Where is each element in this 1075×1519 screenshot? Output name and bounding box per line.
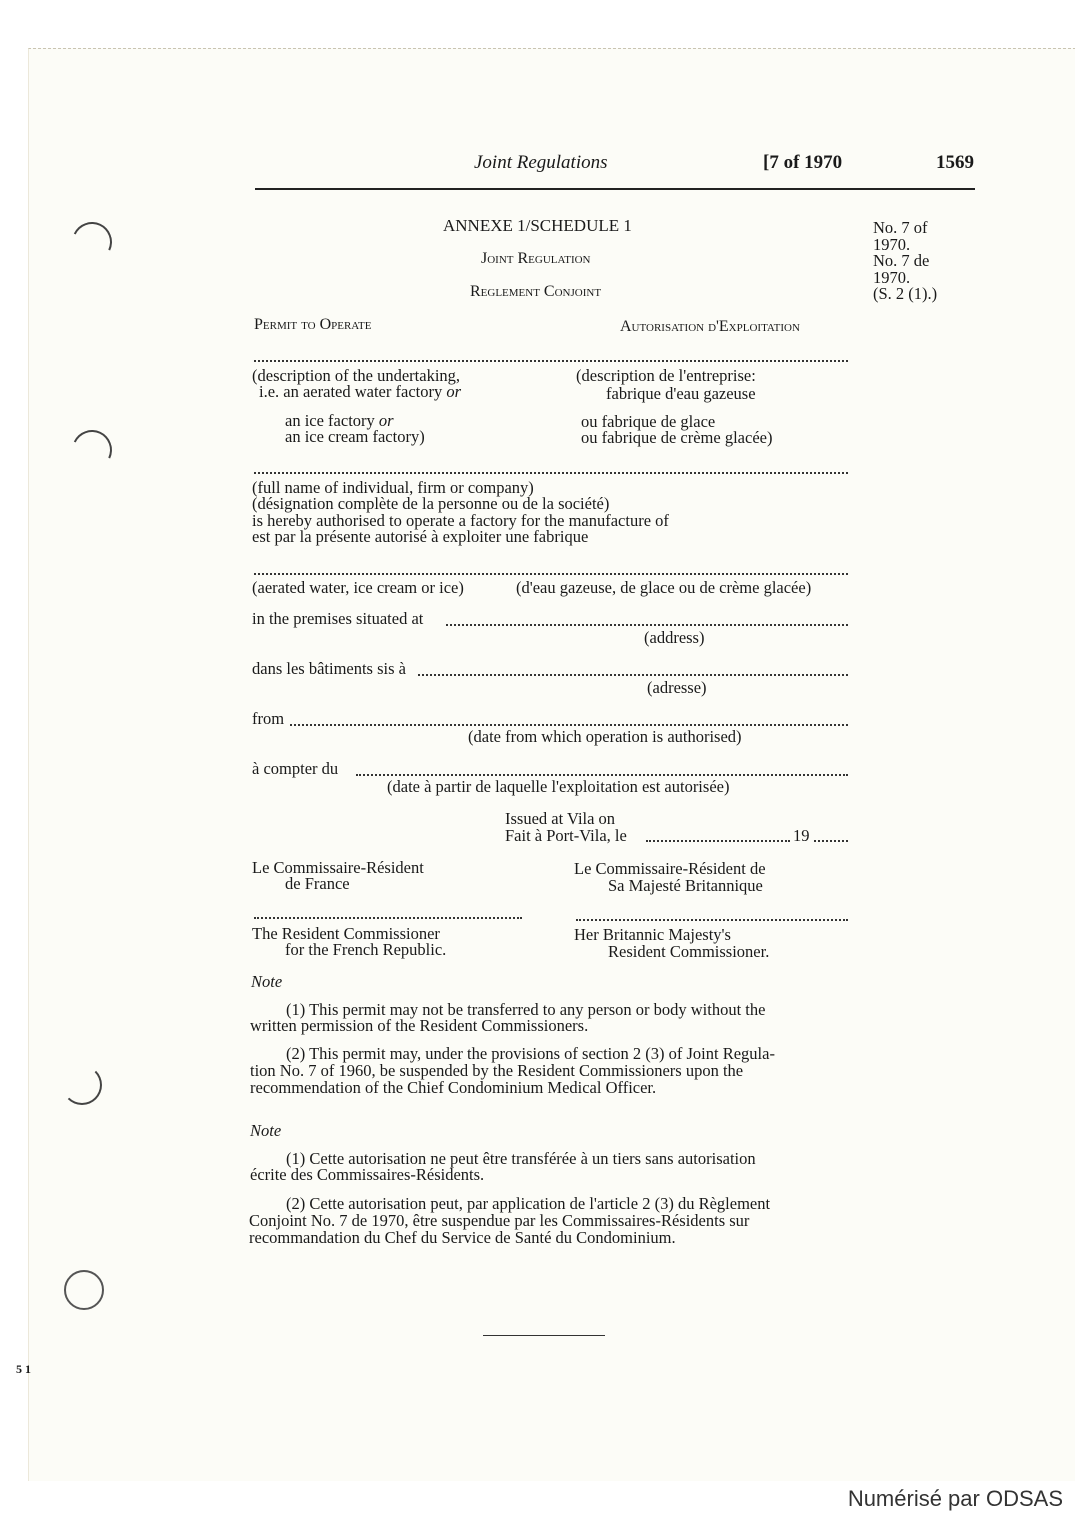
from-label: from xyxy=(252,709,285,728)
caption-text: an ice factory xyxy=(285,411,379,430)
margin-note-line: 1970. xyxy=(873,267,911,287)
product-caption-fr: (d'eau gazeuse, de glace ou de crème glacée) xyxy=(516,578,812,597)
end-rule xyxy=(483,1335,605,1336)
from-label-fr: à compter du xyxy=(252,759,339,778)
undertaking-blank-line[interactable] xyxy=(254,360,848,362)
premises-label-en: in the premises situated at xyxy=(252,609,424,628)
premises-label-fr: dans les bâtiments sis à xyxy=(252,659,406,678)
undertaking-caption-fr-4: ou fabrique de crème glacée) xyxy=(581,428,773,447)
undertaking-caption-en-2 xyxy=(259,384,461,400)
issued-year-blank[interactable] xyxy=(814,840,848,842)
signatory-fr-2: for the French Republic. xyxy=(285,940,447,959)
address-caption-en: (address) xyxy=(644,628,705,647)
permit-label-fr: Autorisation d'Exploitation xyxy=(620,318,800,335)
undertaking-caption-fr-2: fabrique d'eau gazeuse xyxy=(606,384,756,403)
from-caption-fr: (date à partir de laquelle l'exploitation est autorisée) xyxy=(387,777,730,796)
authorisation-text-fr: est par la présente autorisé à exploiter une fabrique xyxy=(252,527,589,546)
signatory-fr-title-2: de France xyxy=(285,874,350,893)
undertaking-caption-en-4: an ice cream factory) xyxy=(285,427,425,446)
header-rule xyxy=(255,188,975,190)
signatory-fr-title-1: Le Commissaire-Résident xyxy=(252,858,424,877)
issued-date-blank[interactable] xyxy=(646,840,790,842)
from-blank[interactable] xyxy=(290,724,848,726)
name-caption-fr: (désignation complète de la personne ou de la société) xyxy=(252,494,610,513)
note-en-p1-line1: (1) This permit may not be transferred to any person or body without the xyxy=(286,1000,766,1019)
undertaking-caption-en-1: (description of the undertaking, xyxy=(252,366,461,385)
undertaking-caption-fr-3: ou fabrique de glace xyxy=(581,412,716,431)
name-caption-en: (full name of individual, firm or company) xyxy=(252,478,534,497)
digitization-watermark: Numérisé par ODSAS xyxy=(847,1486,1063,1511)
premises-blank-fr[interactable] xyxy=(418,674,848,676)
product-caption-en: (aerated water, ice cream or ice) xyxy=(252,578,464,597)
note-fr-p2-line1: (2) Cette autorisation peut, par application de l'article 2 (3) du Règlement xyxy=(286,1194,771,1213)
note-fr-p1-line1: (1) Cette autorisation ne peut être transférée à un tiers sans autorisation xyxy=(286,1149,756,1168)
name-blank-line[interactable] xyxy=(254,472,848,474)
from-blank-fr[interactable] xyxy=(356,774,848,776)
from-caption: (date from which operation is authorised) xyxy=(468,727,742,746)
note-en-p2-line3: recommendation of the Chief Condominium Medical Officer. xyxy=(250,1078,657,1097)
signature-line-uk[interactable] xyxy=(576,919,848,921)
margin-note-line: No. 7 of xyxy=(873,218,928,237)
schedule-title: ANNEXE 1/SCHEDULE 1 xyxy=(443,216,632,235)
note-en-p2-line2: tion No. 7 of 1960, be suspended by the Resident Commissioners upon the xyxy=(250,1061,744,1080)
note-en-p2-line1: (2) This permit may, under the provisions of section 2 (3) of Joint Regula- xyxy=(286,1044,775,1063)
authorisation-text-en: is hereby authorised to operate a factory for the manufacture of xyxy=(252,511,669,530)
note-heading-en: Note xyxy=(251,972,283,991)
permit-label-en: Permit to Operate xyxy=(254,316,372,333)
binder-hole xyxy=(62,1065,102,1105)
schedule-subtitle-fr: Reglement Conjoint xyxy=(470,283,602,300)
issued-line-fr: Fait à Port-Vila, le xyxy=(505,826,627,845)
signatory-uk-1: Her Britannic Majesty's xyxy=(574,925,731,944)
note-en-p1-line2: written permission of the Resident Commissioners. xyxy=(250,1016,589,1035)
caption-text: i.e. an aerated water factory xyxy=(259,382,447,401)
signatory-uk-title-2: Sa Majesté Britannique xyxy=(608,876,763,895)
margin-note-line: 1970. xyxy=(873,234,911,254)
margin-note-line: No. 7 de xyxy=(873,251,930,270)
margin-note xyxy=(873,220,937,303)
schedule-subtitle-en: Joint Regulation xyxy=(481,250,591,267)
signatory-uk-title-1: Le Commissaire-Résident de xyxy=(574,859,766,878)
note-heading-fr: Note xyxy=(250,1121,282,1140)
binder-hole xyxy=(64,1270,104,1310)
note-fr-p2-line3: recommandation du Chef du Service de Santé du Condominium. xyxy=(249,1228,676,1247)
caption-or: or xyxy=(378,411,394,430)
page-number: 1569 xyxy=(936,152,974,173)
address-caption-fr: (adresse) xyxy=(647,678,707,697)
note-fr-p1-line2: écrite des Commissaires-Résidents. xyxy=(250,1165,485,1184)
signatory-fr-1: The Resident Commissioner xyxy=(252,924,440,943)
issued-year: 19 xyxy=(793,826,810,845)
side-mark: 5 1 xyxy=(16,1362,31,1376)
margin-note-line: (S. 2 (1).) xyxy=(873,284,938,303)
signature-line-fr[interactable] xyxy=(254,917,522,919)
product-blank-line[interactable] xyxy=(254,573,848,575)
signatory-uk-2: Resident Commissioner. xyxy=(608,942,770,961)
issued-line-en: Issued at Vila on xyxy=(505,809,616,828)
act-reference: [7 of 1970 xyxy=(763,152,843,173)
note-fr-p2-line2: Conjoint No. 7 de 1970, être suspendue par les Commissaires-Résidents sur xyxy=(249,1211,750,1230)
premises-blank-en[interactable] xyxy=(446,624,848,626)
caption-or: or xyxy=(446,382,462,401)
undertaking-caption-fr-1: (description de l'entreprise: xyxy=(576,366,756,385)
running-title: Joint Regulations xyxy=(474,152,608,173)
